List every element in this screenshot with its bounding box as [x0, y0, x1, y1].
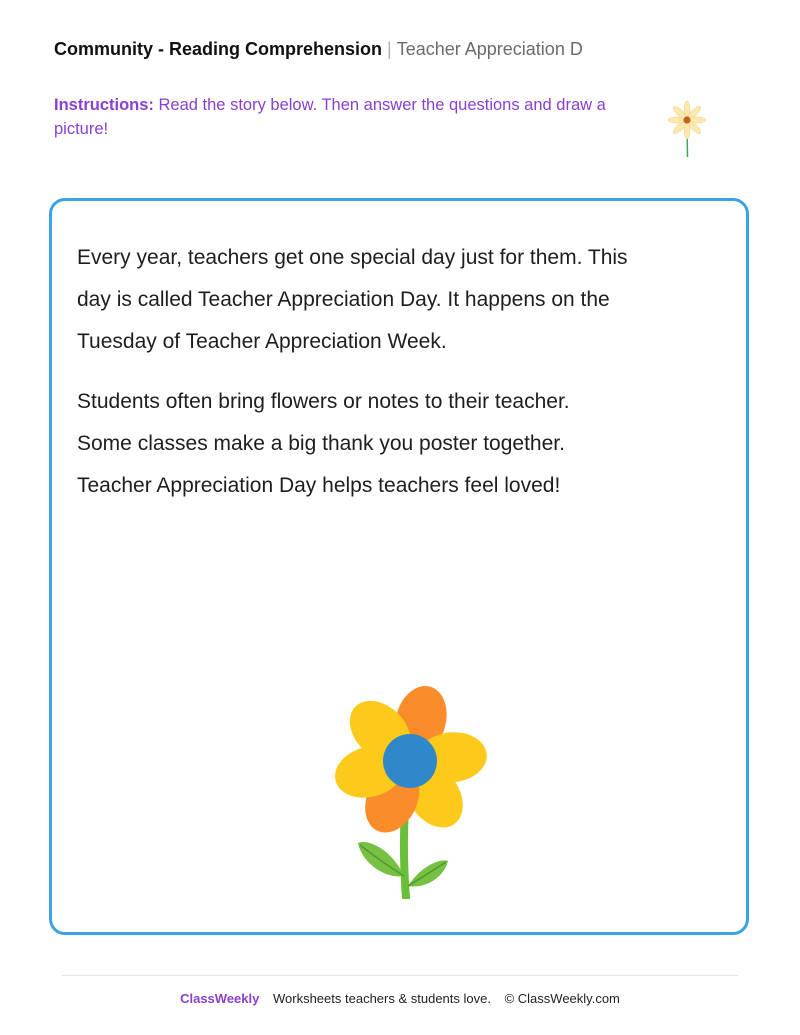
story-line: Every year, teachers get one special day just for them. This	[77, 246, 628, 269]
title-separator: |	[387, 39, 392, 59]
footer-divider	[62, 975, 738, 976]
story-paragraph-2	[77, 381, 697, 507]
footer-copyright: © ClassWeekly.com	[504, 991, 620, 1006]
footer-brand: ClassWeekly	[180, 991, 260, 1006]
story-line: Tuesday of Teacher Appreciation Week.	[77, 330, 447, 353]
instructions-lead: Instructions:	[54, 96, 154, 114]
story-line: Teacher Appreciation Day helps teachers feel loved!	[77, 474, 561, 497]
footer-tagline: Worksheets teachers & students love.	[272, 991, 491, 1006]
story-line: Some classes make a big thank you poster together.	[77, 432, 565, 455]
story-line: Students often bring flowers or notes to their teacher.	[77, 390, 570, 413]
worksheet-title: Community - Reading Comprehension	[54, 39, 383, 59]
instructions	[54, 93, 614, 141]
daisy-flower-icon	[662, 96, 712, 162]
story-line: day is called Teacher Appreciation Day. It happens on the	[77, 288, 610, 311]
flower-illustration	[330, 681, 490, 899]
worksheet-subtitle: Teacher Appreciation D	[396, 39, 583, 59]
worksheet-header	[54, 36, 614, 62]
story-paragraph-1	[77, 237, 697, 363]
footer	[0, 990, 800, 1008]
instructions-text: Read the story below. Then answer the questions and draw a picture!	[54, 96, 606, 138]
story-box	[49, 198, 749, 935]
